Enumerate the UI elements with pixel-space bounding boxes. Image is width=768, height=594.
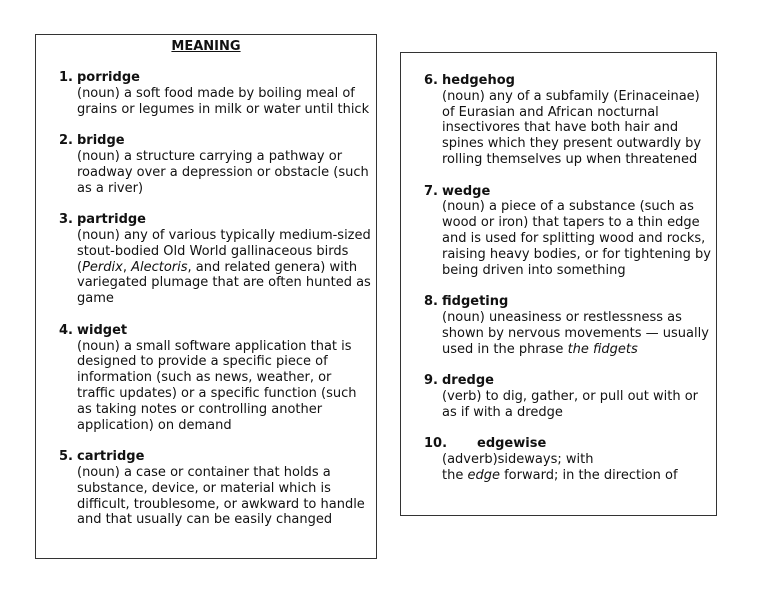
entry-definition: (noun) any of a subfamily (Erinaceinae) of Eurasian and African nocturnal insectivores that have both hair and spines which they present outwardly by rolling themselves up when threatened <box>442 88 702 167</box>
entry-definition-continued <box>442 468 712 484</box>
definition-italic: the fidgets <box>567 341 638 357</box>
entry-definition: (noun) a small software application that is designed to provide a specific piece of information (such as news, weather, or traffic updates) or a specific function (such as taking notes or controlling another application) on demand <box>77 338 357 433</box>
definition-text: (noun) any of various typically medium-sized stout-bodied Old World gallinaceous birds ( <box>77 227 371 275</box>
definition-italic: Perdix <box>82 259 123 275</box>
entry-definition <box>442 310 712 357</box>
entry-porridge <box>36 70 376 117</box>
entry-number: 2. <box>59 133 73 149</box>
definition-text: the <box>442 467 468 483</box>
entry-word: cartridge <box>77 449 145 465</box>
entry-number: 9. <box>424 373 438 389</box>
entry-dredge <box>401 373 716 420</box>
entry-number: 6. <box>424 73 438 88</box>
entry-word: bridge <box>77 133 125 149</box>
entry-number: 3. <box>59 212 73 228</box>
entry-word: partridge <box>77 212 146 228</box>
entry-number: 7. <box>424 183 438 199</box>
entry-number: 1. <box>59 70 73 85</box>
entry-number: 5. <box>59 449 73 465</box>
entry-edgewise <box>401 436 716 483</box>
entry-cartridge <box>36 449 376 528</box>
entry-hedgehog <box>401 73 716 168</box>
entry-number: 10. <box>424 436 448 452</box>
entry-definition: (noun) a soft food made by boiling meal of grains or legumes in milk or water until thick <box>77 85 370 117</box>
definition-text: forward; in the direction of <box>499 467 678 483</box>
entry-number: 8. <box>424 294 438 310</box>
definition-text: (noun) uneasiness or restlessness as shown by nervous movements — usually used in the phrase <box>442 309 709 357</box>
definition-italic: edge <box>467 467 500 483</box>
entry-partridge <box>36 212 376 307</box>
entry-word: fidgeting <box>442 294 509 310</box>
entry-widget <box>36 323 376 434</box>
meaning-box-left <box>35 34 377 559</box>
meaning-box-right <box>400 52 717 516</box>
entry-definition: (noun) a structure carrying a pathway or roadway over a depression or obstacle (such as a river) <box>77 148 369 196</box>
entry-definition: (verb) to dig, gather, or pull out with or as if with a dredge <box>442 388 699 420</box>
entry-definition <box>77 228 372 307</box>
definition-text: , <box>122 259 132 275</box>
entry-word: wedge <box>442 183 491 199</box>
entry-word: dredge <box>442 373 494 389</box>
entry-number: 4. <box>59 322 73 338</box>
entry-word: widget <box>77 322 128 338</box>
page-title: MEANING <box>171 39 241 54</box>
entry-word: porridge <box>77 70 140 85</box>
entry-wedge <box>401 184 716 279</box>
entry-word: edgewise <box>477 436 547 452</box>
entry-definition: (adverb)sideways; with <box>442 452 594 468</box>
entry-definition: (noun) a case or container that holds a substance, device, or material which is difficult, troublesome, or awkward to handle and that usually can be easily changed <box>77 464 365 528</box>
definition-italic: Alectoris <box>131 259 188 275</box>
entry-fidgeting <box>401 294 716 357</box>
entry-word: hedgehog <box>442 73 515 88</box>
entry-bridge <box>36 133 376 196</box>
definition-text: , and related genera) with variegated plumage that are often hunted as game <box>77 259 371 307</box>
entry-definition: (noun) a piece of a substance (such as wood or iron) that tapers to a thin edge and is used for splitting wood and rocks, raising heavy bodies, or for tightening by being driven into something <box>442 199 711 278</box>
